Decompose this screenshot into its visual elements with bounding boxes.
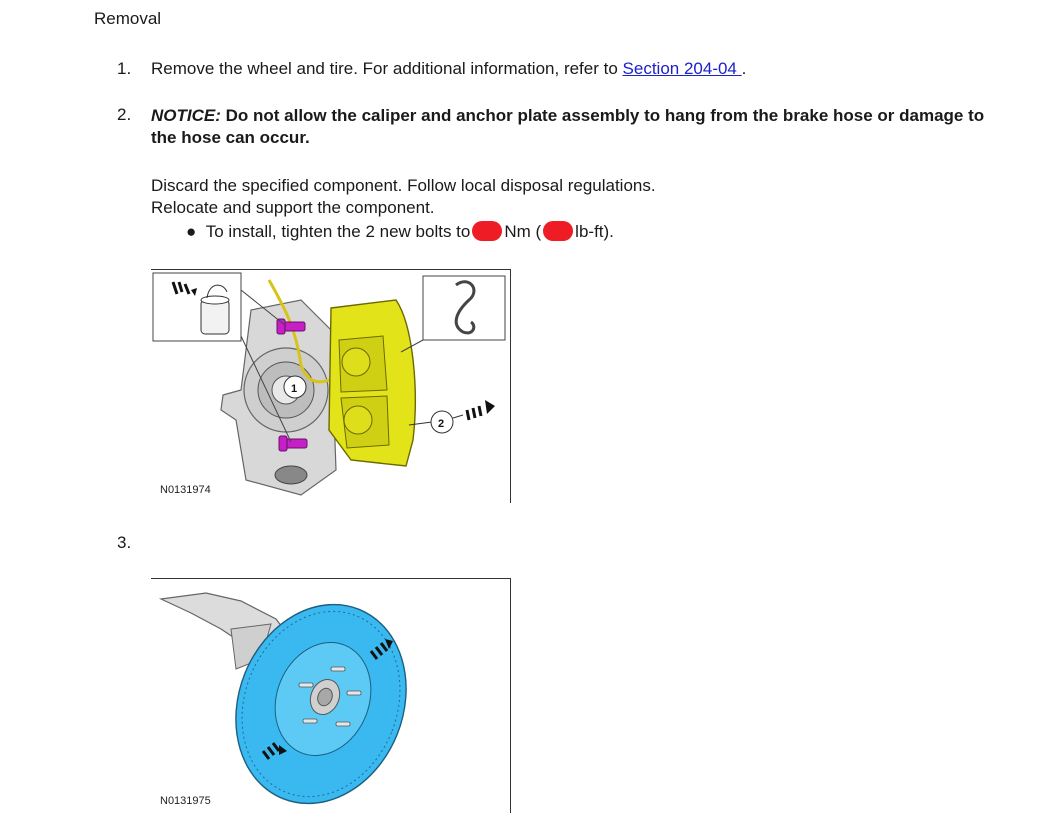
notice-paragraph [151,105,1001,149]
section-204-04-link[interactable]: Section 204-04 [622,59,742,78]
discard-instruction: Discard the specified component. Follow local disposal regulations. [151,176,656,195]
callout-2-label: 2 [438,418,445,430]
callout-1 [284,376,306,398]
torque-text: To install, tighten the 2 new bolts to [205,222,471,241]
rotor-illustration [151,579,510,813]
notice-label: NOTICE: [151,106,221,125]
step-3-number: 3. [117,533,132,552]
redacted-lbft-value [543,221,573,241]
unit-lbft: lb-ft). [575,222,614,241]
figure-code-1: N0131974 [160,484,211,496]
callout-2 [409,400,495,433]
redacted-nm-value [472,221,502,241]
caliper-figure [151,269,511,503]
notice-text: Do not allow the caliper and anchor plate assembly to hang from the brake hose or damage to the hose can occur. [151,106,985,147]
callout-1-label: 1 [291,383,298,395]
step-1-text-before: Remove the wheel and tire. For additional information, refer to [151,59,623,78]
torque-bullet [186,221,614,242]
step-1-text [151,58,746,80]
step-2-number: 2. [117,105,132,124]
step-1-text-after: . [741,59,747,78]
rotor-figure [151,578,511,813]
bullet-dot: ● [186,222,197,241]
caliper-illustration [151,270,510,503]
caliper-drawing [329,300,415,466]
figure-code-2: N0131975 [160,795,211,807]
relocate-instruction: Relocate and support the component. [151,198,435,217]
unit-nm: Nm ( [504,222,542,241]
step-1-number: 1. [117,59,132,78]
section-heading: Removal [94,9,162,28]
s-hook-inset [401,276,505,352]
